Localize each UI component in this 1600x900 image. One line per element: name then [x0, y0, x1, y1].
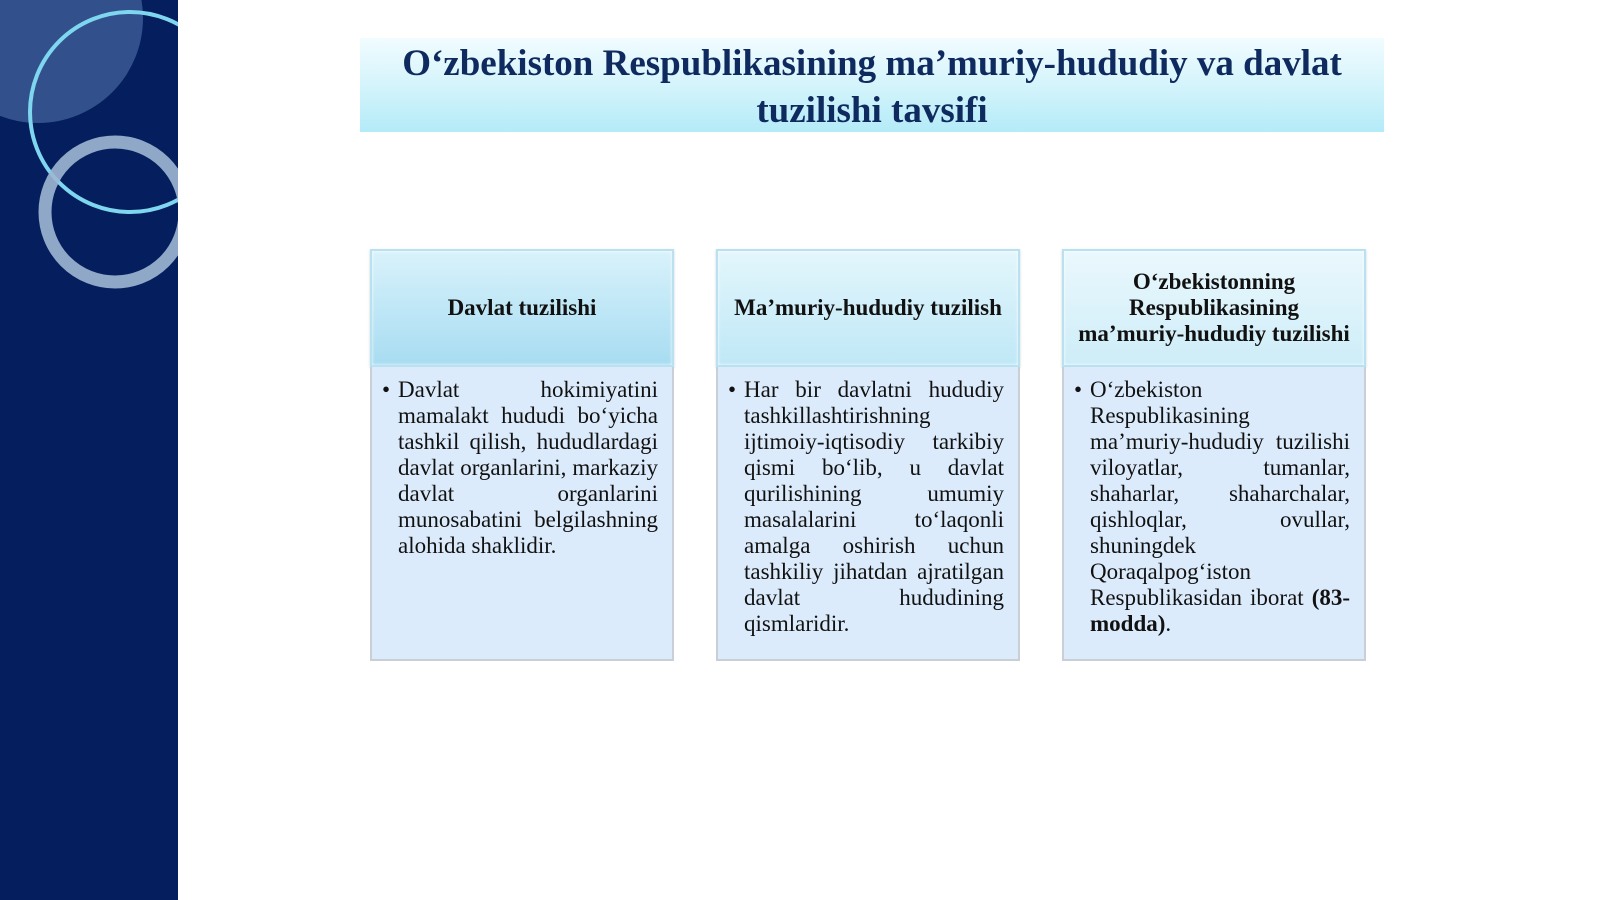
column-mamuriy-hududiy-tuzilish [716, 249, 1020, 661]
slide-title: O‘zbekiston Respublikasining ma’muriy-hududiy va davlat tuzilishi tavsifi [402, 43, 1342, 131]
column-body [370, 367, 674, 661]
column-davlat-tuzilishi [370, 249, 674, 661]
decorative-rings-graphic [0, 0, 178, 900]
column-header-label: Ma’muriy-hududiy tuzilish [734, 295, 1002, 320]
decorative-disc [0, 0, 143, 123]
body-text-end: . [1165, 611, 1172, 636]
body-text-main: O‘zbekiston Respublikasining ma’muriy-hududiy tuzilishi viloyatlar, tumanlar, shaharlar, shaharchalar, qishloqlar, ovullar, shuningdek Qoraqalpog‘iston Respublikasidan iborat [1090, 377, 1350, 610]
column-header [716, 249, 1020, 367]
bullet-marker: • [1074, 377, 1083, 402]
column-ozbekiston-tuzilishi [1062, 249, 1366, 661]
column-header-label: Davlat tuzilishi [447, 295, 597, 320]
title-band [360, 38, 1384, 132]
column-header [1062, 249, 1366, 367]
bullet-marker: • [728, 377, 737, 402]
column-body-text: Har bir davlatni hududiy tashkillashtirishning ijtimoiy-iqtisodiy tarkibiy qismi bo‘lib, u davlat qurilishining umumiy masalalarini to‘laqonli amalga oshirish uchun tashkiliy jihatdan ajratilgan davlat hududining qismlaridir. [744, 377, 1004, 636]
column-body [1062, 367, 1366, 661]
column-header [370, 249, 674, 367]
bullet-marker: • [382, 377, 391, 402]
decorative-sidebar [0, 0, 178, 900]
column-body-text: Davlat hokimiyatini mamalakt hududi bo‘yicha tashkil qilish, hududlardagi davlat organlarini, markaziy davlat organlarini munosabatini belgilashning alohida shaklidir. [398, 377, 658, 558]
article-reference: (83-modda) [1090, 585, 1351, 636]
column-body-text [1090, 377, 1350, 637]
column-header-label: O‘zbekistonning Respublikasining ma’muriy-hududiy tuzilishi [1078, 269, 1350, 346]
column-body [716, 367, 1020, 661]
